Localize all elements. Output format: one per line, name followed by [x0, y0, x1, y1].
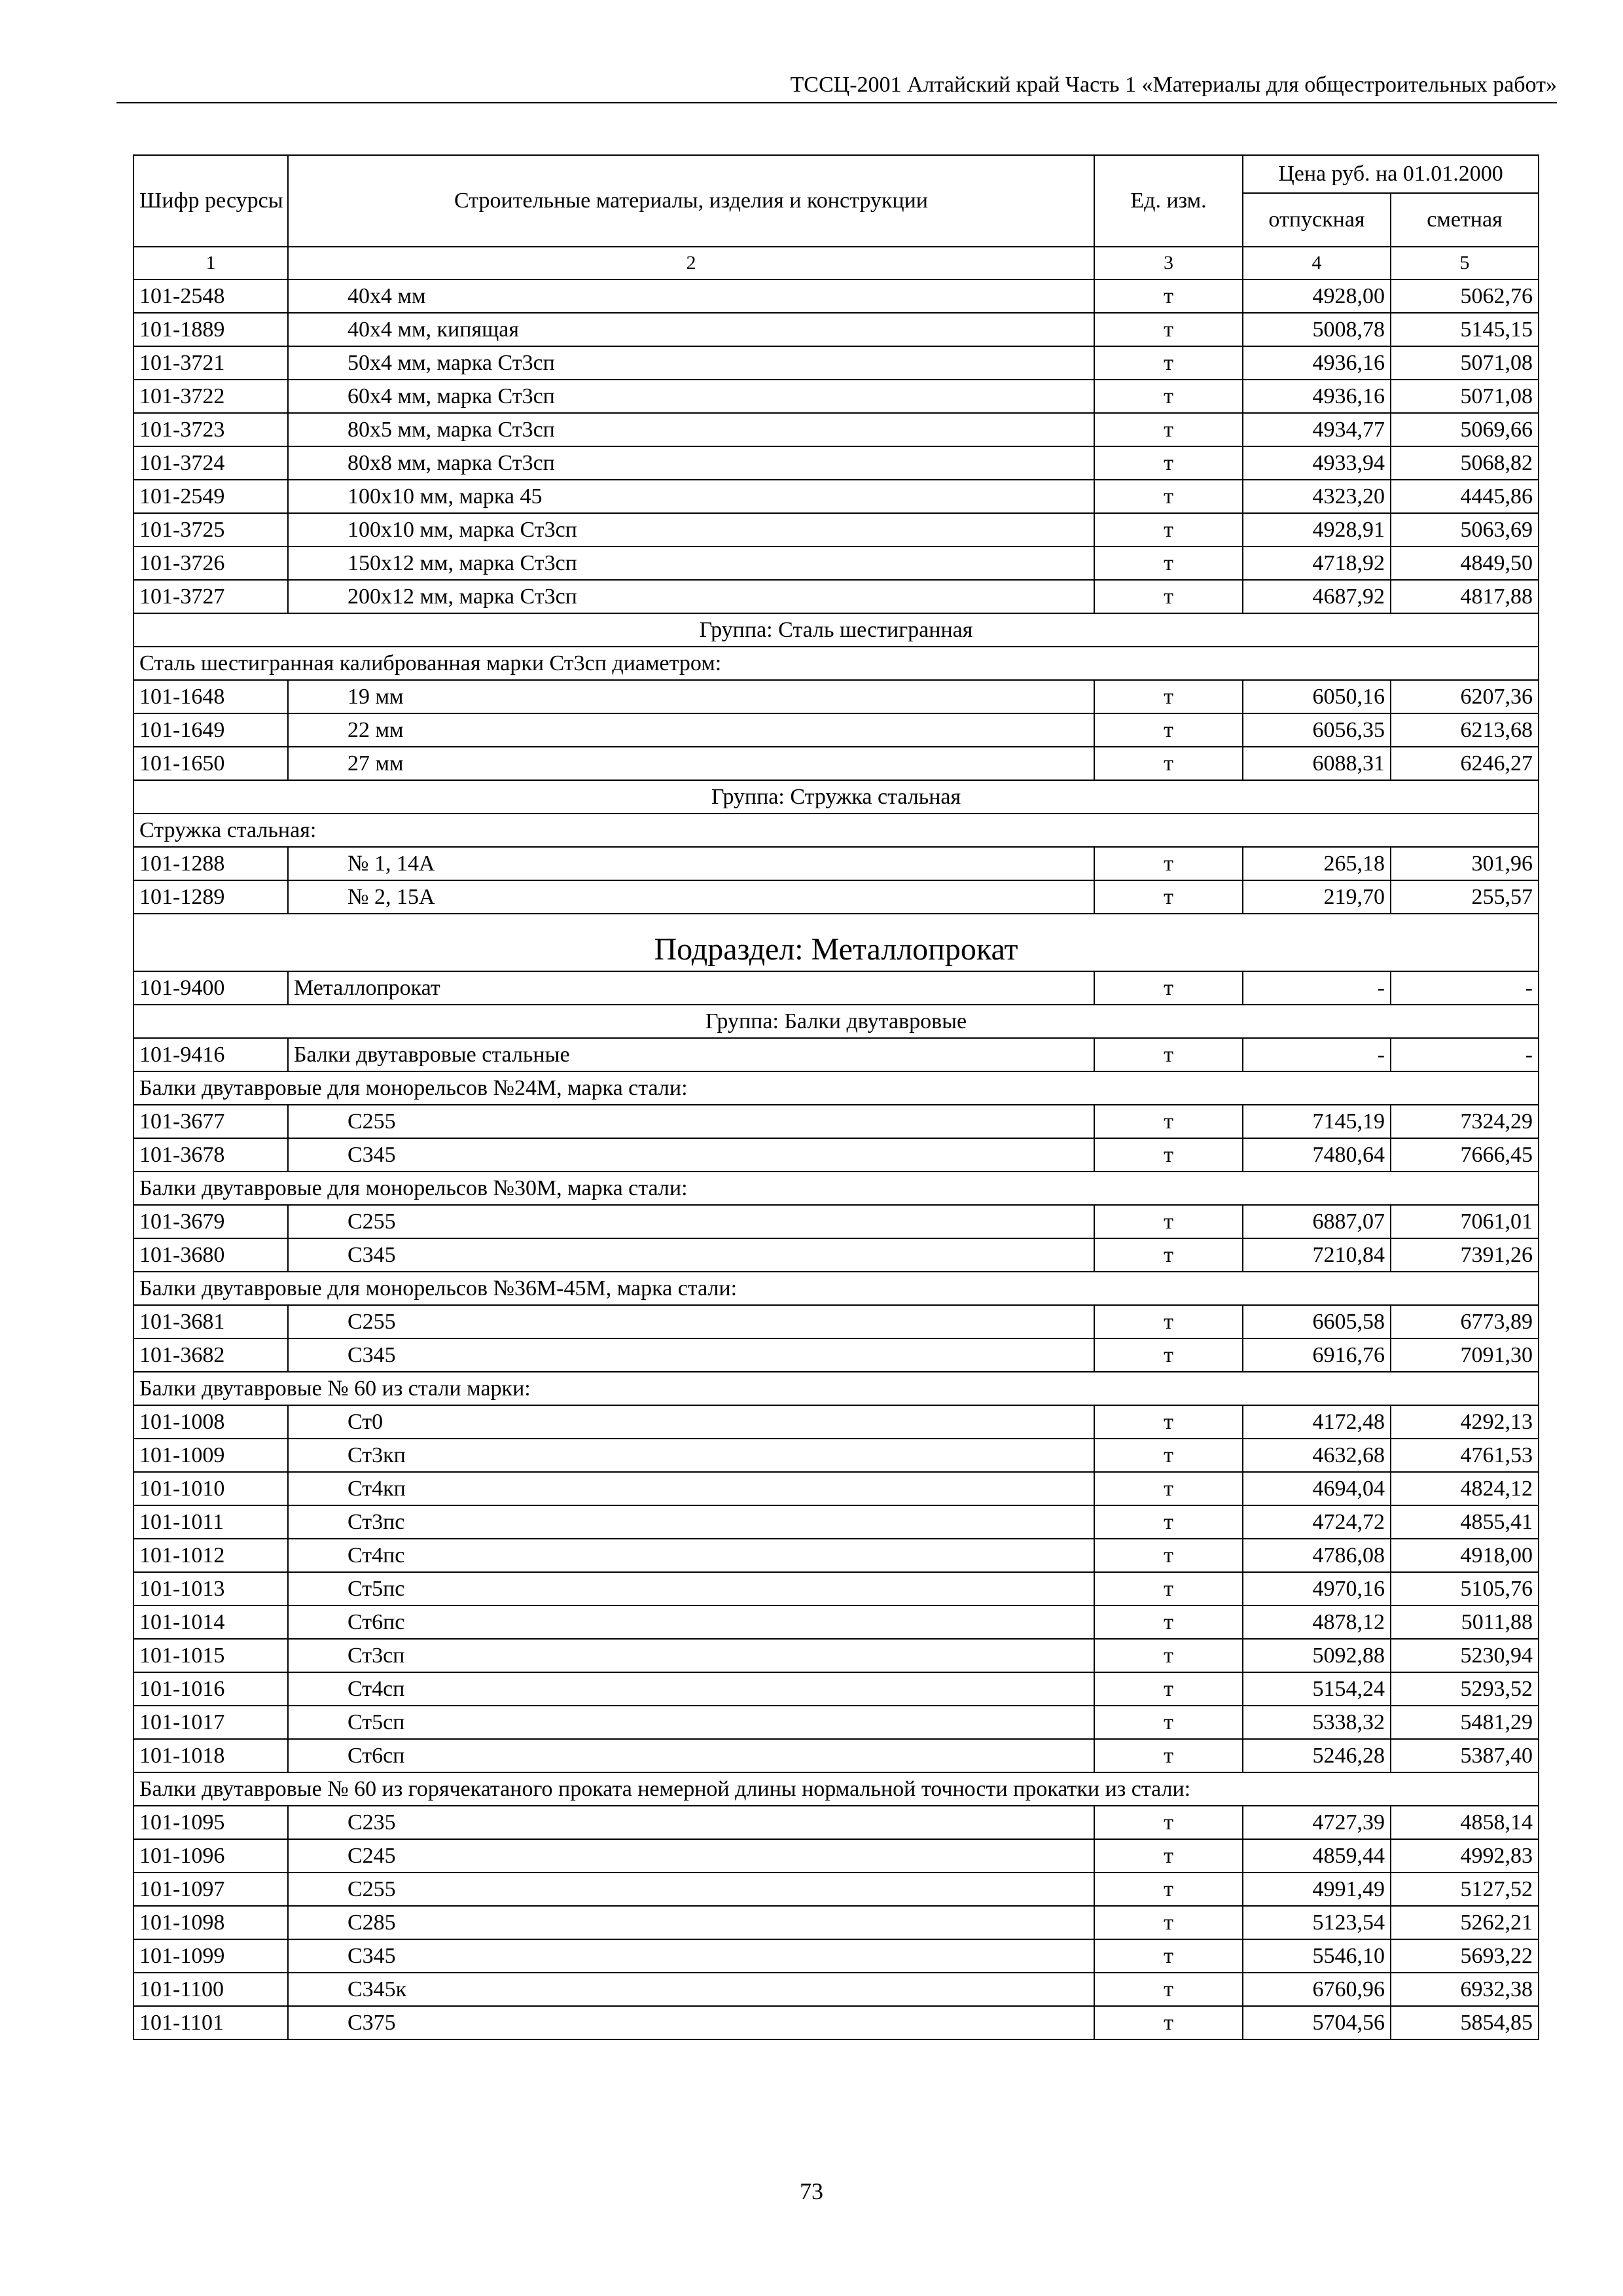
release-price: 4694,04	[1243, 1472, 1391, 1505]
unit-of-measure: т	[1094, 1472, 1243, 1505]
group-description: Балки двутавровые для монорельсов №36М-45М, марка стали:	[134, 1272, 1539, 1305]
estimate-price: 5127,52	[1391, 1873, 1539, 1906]
estimate-price: 5293,52	[1391, 1672, 1539, 1706]
material-name: С285	[288, 1906, 1094, 1939]
unit-of-measure: т	[1094, 380, 1243, 413]
resource-code: 101-3723	[134, 413, 288, 446]
group-description: Сталь шестигранная калиброванная марки Ст3сп диаметром:	[134, 647, 1539, 680]
unit-of-measure: т	[1094, 1572, 1243, 1605]
material-name: № 2, 15А	[288, 880, 1094, 914]
release-price: 4323,20	[1243, 480, 1391, 513]
estimate-price: 4292,13	[1391, 1405, 1539, 1439]
description-row	[134, 1272, 1539, 1305]
release-price: 6605,58	[1243, 1305, 1391, 1338]
material-name: 40x4 мм	[288, 279, 1094, 313]
resource-code: 101-3725	[134, 513, 288, 547]
material-name: 200x12 мм, марка Ст3сп	[288, 580, 1094, 613]
resource-code: 101-1099	[134, 1939, 288, 1973]
group-heading: Группа: Сталь шестигранная	[134, 613, 1539, 647]
resource-code: 101-1098	[134, 1906, 288, 1939]
material-name: 27 мм	[288, 747, 1094, 780]
estimate-price: -	[1391, 1038, 1539, 1071]
group-description: Балки двутавровые для монорельсов №24М, марка стали:	[134, 1071, 1539, 1105]
resource-code: 101-3726	[134, 547, 288, 580]
material-name: Ст4пс	[288, 1539, 1094, 1572]
unit-of-measure: т	[1094, 513, 1243, 547]
material-name: № 1, 14А	[288, 847, 1094, 880]
resource-code: 101-1011	[134, 1505, 288, 1539]
estimate-price: 5071,08	[1391, 346, 1539, 380]
unit-of-measure: т	[1094, 1338, 1243, 1372]
resource-code: 101-1097	[134, 1873, 288, 1906]
release-price: 4878,12	[1243, 1605, 1391, 1639]
unit-of-measure: т	[1094, 1806, 1243, 1839]
unit-of-measure: т	[1094, 413, 1243, 446]
material-name: 60x4 мм, марка Ст3сп	[288, 380, 1094, 413]
material-name: 100x10 мм, марка 45	[288, 480, 1094, 513]
material-name: Металлопрокат	[288, 971, 1094, 1005]
resource-code: 101-3679	[134, 1205, 288, 1238]
group-heading: Группа: Стружка стальная	[134, 780, 1539, 814]
resource-code: 101-1010	[134, 1472, 288, 1505]
description-row	[134, 1772, 1539, 1806]
table-row	[134, 346, 1539, 380]
material-name: Ст4кп	[288, 1472, 1094, 1505]
estimate-price: 5387,40	[1391, 1739, 1539, 1772]
release-price: 6887,07	[1243, 1205, 1391, 1238]
table-row	[134, 480, 1539, 513]
column-header-name: Строительные материалы, изделия и конструкции	[288, 155, 1094, 247]
table-row	[134, 1605, 1539, 1639]
table-row	[134, 1138, 1539, 1172]
estimate-price: 5068,82	[1391, 446, 1539, 480]
unit-of-measure: т	[1094, 847, 1243, 880]
material-name: Ст5пс	[288, 1572, 1094, 1605]
estimate-price: 7091,30	[1391, 1338, 1539, 1372]
estimate-price: 6207,36	[1391, 680, 1539, 713]
estimate-price: 5069,66	[1391, 413, 1539, 446]
price-table	[133, 154, 1539, 2040]
release-price: 4859,44	[1243, 1839, 1391, 1873]
table-row	[134, 580, 1539, 613]
estimate-price: 5062,76	[1391, 279, 1539, 313]
table-row	[134, 1338, 1539, 1372]
material-name: С255	[288, 1873, 1094, 1906]
subsection-heading-row	[134, 914, 1539, 971]
resource-code: 101-3721	[134, 346, 288, 380]
release-price: -	[1243, 971, 1391, 1005]
unit-of-measure: т	[1094, 1973, 1243, 2006]
material-name: Ст0	[288, 1405, 1094, 1439]
material-name: С345	[288, 1338, 1094, 1372]
release-price: 4928,00	[1243, 279, 1391, 313]
group-heading-row	[134, 613, 1539, 647]
estimate-price: 5063,69	[1391, 513, 1539, 547]
estimate-price: 301,96	[1391, 847, 1539, 880]
material-name: 80x5 мм, марка Ст3сп	[288, 413, 1094, 446]
resource-code: 101-3727	[134, 580, 288, 613]
table-row	[134, 1939, 1539, 1973]
release-price: 4172,48	[1243, 1405, 1391, 1439]
table-row	[134, 1806, 1539, 1839]
table-row	[134, 1873, 1539, 1906]
resource-code: 101-1650	[134, 747, 288, 780]
release-price: 6050,16	[1243, 680, 1391, 713]
release-price: 4991,49	[1243, 1873, 1391, 1906]
table-row	[134, 1038, 1539, 1071]
unit-of-measure: т	[1094, 880, 1243, 914]
material-name: 22 мм	[288, 713, 1094, 747]
table-row	[134, 1405, 1539, 1439]
material-name: 100x10 мм, марка Ст3сп	[288, 513, 1094, 547]
resource-code: 101-1095	[134, 1806, 288, 1839]
resource-code: 101-3681	[134, 1305, 288, 1338]
estimate-price: 5071,08	[1391, 380, 1539, 413]
estimate-price: 5693,22	[1391, 1939, 1539, 1973]
unit-of-measure: т	[1094, 1238, 1243, 1272]
material-name: Ст5сп	[288, 1706, 1094, 1739]
unit-of-measure: т	[1094, 1205, 1243, 1238]
description-row	[134, 1372, 1539, 1405]
table-row	[134, 1472, 1539, 1505]
resource-code: 101-3724	[134, 446, 288, 480]
table-row	[134, 971, 1539, 1005]
release-price: 5546,10	[1243, 1939, 1391, 1973]
column-number: 4	[1243, 247, 1391, 279]
resource-code: 101-1289	[134, 880, 288, 914]
column-header-unit: Ед. изм.	[1094, 155, 1243, 247]
resource-code: 101-2549	[134, 480, 288, 513]
estimate-price: -	[1391, 971, 1539, 1005]
unit-of-measure: т	[1094, 1739, 1243, 1772]
column-number: 1	[134, 247, 288, 279]
estimate-price: 5854,85	[1391, 2006, 1539, 2039]
release-price: -	[1243, 1038, 1391, 1071]
release-price: 5008,78	[1243, 313, 1391, 346]
unit-of-measure: т	[1094, 971, 1243, 1005]
release-price: 7210,84	[1243, 1238, 1391, 1272]
unit-of-measure: т	[1094, 1639, 1243, 1672]
table-row	[134, 680, 1539, 713]
table-row	[134, 880, 1539, 914]
unit-of-measure: т	[1094, 279, 1243, 313]
unit-of-measure: т	[1094, 747, 1243, 780]
resource-code: 101-1096	[134, 1839, 288, 1873]
unit-of-measure: т	[1094, 313, 1243, 346]
estimate-price: 7061,01	[1391, 1205, 1539, 1238]
table-row	[134, 1238, 1539, 1272]
unit-of-measure: т	[1094, 1939, 1243, 1973]
description-row	[134, 814, 1539, 847]
estimate-price: 4992,83	[1391, 1839, 1539, 1873]
resource-code: 101-3678	[134, 1138, 288, 1172]
resource-code: 101-1009	[134, 1439, 288, 1472]
material-name: С245	[288, 1839, 1094, 1873]
release-price: 6056,35	[1243, 713, 1391, 747]
estimate-price: 7666,45	[1391, 1138, 1539, 1172]
material-name: Ст6сп	[288, 1739, 1094, 1772]
resource-code: 101-1008	[134, 1405, 288, 1439]
resource-code: 101-1018	[134, 1739, 288, 1772]
material-name: Балки двутавровые стальные	[288, 1038, 1094, 1071]
resource-code: 101-1288	[134, 847, 288, 880]
table-row	[134, 1706, 1539, 1739]
resource-code: 101-1015	[134, 1639, 288, 1672]
resource-code: 101-3722	[134, 380, 288, 413]
release-price: 4718,92	[1243, 547, 1391, 580]
material-name: С255	[288, 1205, 1094, 1238]
material-name: Ст3сп	[288, 1639, 1094, 1672]
resource-code: 101-1017	[134, 1706, 288, 1739]
unit-of-measure: т	[1094, 1605, 1243, 1639]
estimate-price: 4858,14	[1391, 1806, 1539, 1839]
table-row	[134, 1906, 1539, 1939]
unit-of-measure: т	[1094, 480, 1243, 513]
unit-of-measure: т	[1094, 547, 1243, 580]
release-price: 6088,31	[1243, 747, 1391, 780]
unit-of-measure: т	[1094, 1439, 1243, 1472]
description-row	[134, 1071, 1539, 1105]
resource-code: 101-9416	[134, 1038, 288, 1071]
unit-of-measure: т	[1094, 1305, 1243, 1338]
estimate-price: 4918,00	[1391, 1539, 1539, 1572]
table-row	[134, 446, 1539, 480]
material-name: Ст6пс	[288, 1605, 1094, 1639]
column-header-price: Цена руб. на 01.01.2000	[1243, 155, 1539, 193]
release-price: 7145,19	[1243, 1105, 1391, 1138]
material-name: С375	[288, 2006, 1094, 2039]
table-row	[134, 1539, 1539, 1572]
material-name: С345	[288, 1238, 1094, 1272]
release-price: 4632,68	[1243, 1439, 1391, 1472]
estimate-price: 4849,50	[1391, 547, 1539, 580]
table-row	[134, 847, 1539, 880]
material-name: Ст3кп	[288, 1439, 1094, 1472]
table-row	[134, 1973, 1539, 2006]
group-heading: Группа: Балки двутавровые	[134, 1005, 1539, 1038]
estimate-price: 5145,15	[1391, 313, 1539, 346]
release-price: 4724,72	[1243, 1505, 1391, 1539]
group-description: Балки двутавровые № 60 из горячекатаного проката немерной длины нормальной точности прокатки из стали:	[134, 1772, 1539, 1806]
resource-code: 101-1012	[134, 1539, 288, 1572]
table-row	[134, 513, 1539, 547]
release-price: 4934,77	[1243, 413, 1391, 446]
resource-code: 101-9400	[134, 971, 288, 1005]
release-price: 265,18	[1243, 847, 1391, 880]
material-name: С345к	[288, 1973, 1094, 2006]
material-name: 40x4 мм, кипящая	[288, 313, 1094, 346]
release-price: 4687,92	[1243, 580, 1391, 613]
estimate-price: 4817,88	[1391, 580, 1539, 613]
material-name: С345	[288, 1138, 1094, 1172]
column-number: 2	[288, 247, 1094, 279]
material-name: 19 мм	[288, 680, 1094, 713]
unit-of-measure: т	[1094, 1906, 1243, 1939]
release-price: 5246,28	[1243, 1739, 1391, 1772]
unit-of-measure: т	[1094, 446, 1243, 480]
estimate-price: 5481,29	[1391, 1706, 1539, 1739]
table-row	[134, 713, 1539, 747]
unit-of-measure: т	[1094, 2006, 1243, 2039]
group-description: Балки двутавровые для монорельсов №30М, марка стали:	[134, 1172, 1539, 1205]
release-price: 4928,91	[1243, 513, 1391, 547]
table-row	[134, 1672, 1539, 1706]
release-price: 6760,96	[1243, 1973, 1391, 2006]
page-number: 73	[800, 2178, 823, 2204]
unit-of-measure: т	[1094, 713, 1243, 747]
table-row	[134, 1205, 1539, 1238]
group-heading-row	[134, 1005, 1539, 1038]
table-row	[134, 1505, 1539, 1539]
release-price: 7480,64	[1243, 1138, 1391, 1172]
material-name: 80x8 мм, марка Ст3сп	[288, 446, 1094, 480]
material-name: Ст4сп	[288, 1672, 1094, 1706]
unit-of-measure: т	[1094, 580, 1243, 613]
table-row	[134, 1572, 1539, 1605]
column-header-code: Шифр ресурсы	[134, 155, 288, 247]
unit-of-measure: т	[1094, 1539, 1243, 1572]
estimate-price: 4445,86	[1391, 480, 1539, 513]
table-row	[134, 1739, 1539, 1772]
estimate-price: 7324,29	[1391, 1105, 1539, 1138]
resource-code: 101-3682	[134, 1338, 288, 1372]
estimate-price: 6246,27	[1391, 747, 1539, 780]
estimate-price: 7391,26	[1391, 1238, 1539, 1272]
column-header-estimate-price: сметная	[1391, 193, 1539, 247]
estimate-price: 5262,21	[1391, 1906, 1539, 1939]
release-price: 4727,39	[1243, 1806, 1391, 1839]
resource-code: 101-1649	[134, 713, 288, 747]
table-row	[134, 1439, 1539, 1472]
column-number: 5	[1391, 247, 1539, 279]
unit-of-measure: т	[1094, 1839, 1243, 1873]
table-header	[134, 155, 1539, 279]
group-description: Стружка стальная:	[134, 814, 1539, 847]
estimate-price: 4824,12	[1391, 1472, 1539, 1505]
table-row	[134, 1839, 1539, 1873]
material-name: С235	[288, 1806, 1094, 1839]
table-row	[134, 413, 1539, 446]
estimate-price: 4855,41	[1391, 1505, 1539, 1539]
table-body	[134, 279, 1539, 2039]
material-name: С255	[288, 1305, 1094, 1338]
table-row	[134, 747, 1539, 780]
resource-code: 101-1889	[134, 313, 288, 346]
release-price: 5092,88	[1243, 1639, 1391, 1672]
estimate-price: 6773,89	[1391, 1305, 1539, 1338]
table-row	[134, 547, 1539, 580]
release-price: 5154,24	[1243, 1672, 1391, 1706]
table-row	[134, 1105, 1539, 1138]
description-row	[134, 647, 1539, 680]
release-price: 6916,76	[1243, 1338, 1391, 1372]
estimate-price: 5230,94	[1391, 1639, 1539, 1672]
resource-code: 101-2548	[134, 279, 288, 313]
estimate-price: 255,57	[1391, 880, 1539, 914]
release-price: 5704,56	[1243, 2006, 1391, 2039]
resource-code: 101-3680	[134, 1238, 288, 1272]
column-number-row	[134, 247, 1539, 279]
resource-code: 101-1100	[134, 1973, 288, 2006]
resource-code: 101-1014	[134, 1605, 288, 1639]
table-row	[134, 2006, 1539, 2039]
release-price: 4933,94	[1243, 446, 1391, 480]
table-row	[134, 1639, 1539, 1672]
unit-of-measure: т	[1094, 1706, 1243, 1739]
column-header-release-price: отпускная	[1243, 193, 1391, 247]
unit-of-measure: т	[1094, 1105, 1243, 1138]
group-description: Балки двутавровые № 60 из стали марки:	[134, 1372, 1539, 1405]
material-name: С255	[288, 1105, 1094, 1138]
unit-of-measure: т	[1094, 1038, 1243, 1071]
column-number: 3	[1094, 247, 1243, 279]
resource-code: 101-1013	[134, 1572, 288, 1605]
estimate-price: 5011,88	[1391, 1605, 1539, 1639]
table-row	[134, 313, 1539, 346]
unit-of-measure: т	[1094, 346, 1243, 380]
group-heading-row	[134, 780, 1539, 814]
release-price: 4970,16	[1243, 1572, 1391, 1605]
release-price: 4936,16	[1243, 346, 1391, 380]
resource-code: 101-1101	[134, 2006, 288, 2039]
release-price: 219,70	[1243, 880, 1391, 914]
material-name: Ст3пс	[288, 1505, 1094, 1539]
material-name: 50x4 мм, марка Ст3сп	[288, 346, 1094, 380]
estimate-price: 6932,38	[1391, 1973, 1539, 2006]
unit-of-measure: т	[1094, 1505, 1243, 1539]
material-name: 150x12 мм, марка Ст3сп	[288, 547, 1094, 580]
unit-of-measure: т	[1094, 1138, 1243, 1172]
resource-code: 101-1016	[134, 1672, 288, 1706]
resource-code: 101-3677	[134, 1105, 288, 1138]
running-header: ТССЦ-2001 Алтайский край Часть 1 «Материалы для общестроительных работ»	[116, 71, 1557, 103]
table-row	[134, 279, 1539, 313]
release-price: 4786,08	[1243, 1539, 1391, 1572]
release-price: 4936,16	[1243, 380, 1391, 413]
table-row	[134, 1305, 1539, 1338]
unit-of-measure: т	[1094, 1405, 1243, 1439]
subsection-heading: Подраздел: Металлопрокат	[134, 914, 1539, 971]
release-price: 5123,54	[1243, 1906, 1391, 1939]
table-row	[134, 380, 1539, 413]
estimate-price: 6213,68	[1391, 713, 1539, 747]
estimate-price: 4761,53	[1391, 1439, 1539, 1472]
description-row	[134, 1172, 1539, 1205]
estimate-price: 5105,76	[1391, 1572, 1539, 1605]
unit-of-measure: т	[1094, 680, 1243, 713]
release-price: 5338,32	[1243, 1706, 1391, 1739]
material-name: С345	[288, 1939, 1094, 1973]
unit-of-measure: т	[1094, 1672, 1243, 1706]
unit-of-measure: т	[1094, 1873, 1243, 1906]
resource-code: 101-1648	[134, 680, 288, 713]
